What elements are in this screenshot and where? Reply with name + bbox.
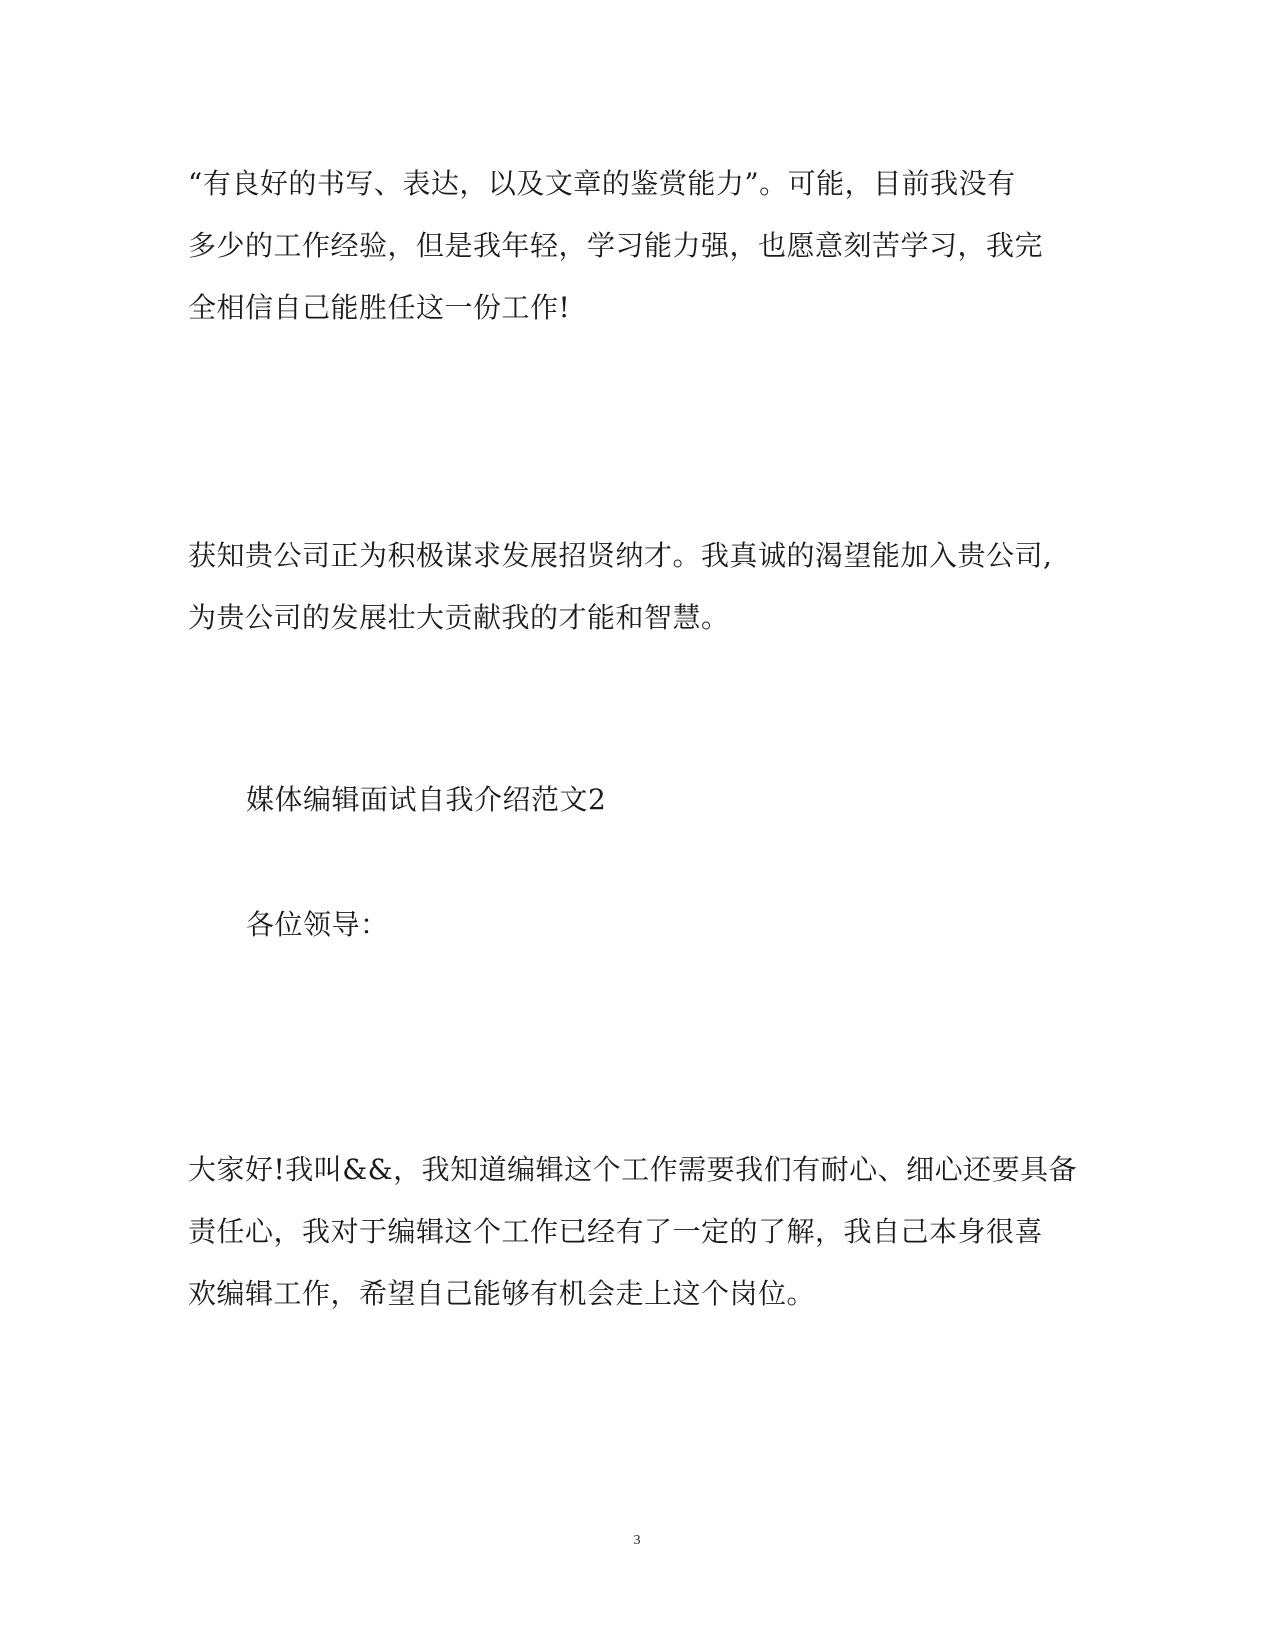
paragraph-3-line-1: 大家好!我叫&&，我知道编辑这个工作需要我们有耐心、细心还要具备 — [188, 1153, 1078, 1186]
paragraph-3-line-2: 责任心，我对于编辑这个工作已经有了一定的了解，我自己本身很喜 — [188, 1215, 1044, 1248]
paragraph-2-line-2: 为贵公司的发展壮大贡献我的才能和智慧。 — [188, 601, 730, 634]
paragraph-3-line-3: 欢编辑工作，希望自己能够有机会走上这个岗位。 — [188, 1277, 816, 1310]
paragraph-1-line-3: 全相信自己能胜任这一份工作! — [188, 291, 571, 324]
section-heading: 媒体编辑面试自我介绍范文2 — [246, 783, 607, 816]
page-number: 3 — [633, 1533, 641, 1548]
salutation: 各位领导： — [246, 908, 389, 941]
paragraph-2-line-1: 获知贵公司正为积极谋求发展招贤纳才。我真诚的渴望能加入贵公司, — [188, 539, 1053, 572]
paragraph-1-line-2: 多少的工作经验，但是我年轻，学习能力强，也愿意刻苦学习，我完 — [188, 229, 1044, 262]
paragraph-1-line-1: “有良好的书写、表达，以及文章的鉴赏能力”。可能，目前我没有 — [188, 167, 1016, 200]
